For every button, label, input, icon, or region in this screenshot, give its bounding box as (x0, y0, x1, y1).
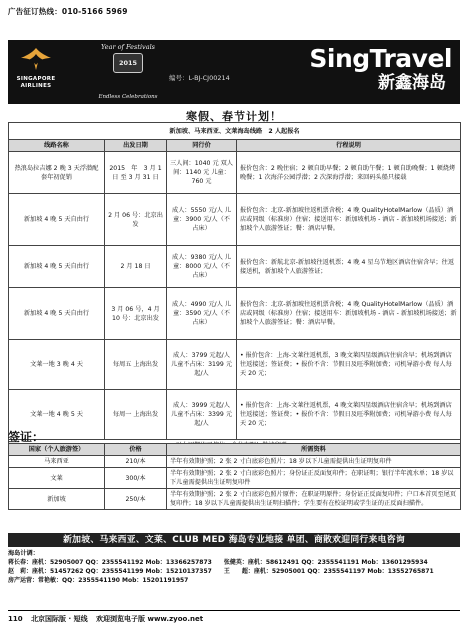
route-date: 每周五 上海出发 (105, 340, 167, 390)
table-row (9, 390, 461, 440)
route-date: 每周一 上海出发 (105, 390, 167, 440)
column-header-country: 国家（个人旅游签） (9, 444, 105, 456)
festival-year-badge: 2015 (113, 53, 143, 73)
route-desc: 报价包含：北京-新加坡往返机票含税；4 晚 QualityHotelMarlow（品质）酒店或同级（标准房）住宿；接送用车：新加坡机场 - 酒店 - 新加坡机场接送；新加坡个人旅游签证；餐：酒店早餐。 (237, 194, 461, 246)
visa-country: 马来西亚 (9, 456, 105, 468)
routes-table-heading-row (9, 123, 461, 140)
route-price: 成人：4990 元/人 儿童：3590 元/人（不占床） (167, 288, 237, 340)
contacts-label: 海岛计调： (8, 550, 39, 557)
route-price: 成人：3799 元起/人 儿童不占床：3199 元起/人 (167, 340, 237, 390)
visa-price: 250/本 (105, 489, 167, 510)
singtravel-logo (252, 46, 452, 100)
page-footer (8, 610, 460, 624)
permit-number: 编号：L-BJ-CJ00214 (169, 74, 230, 82)
table-row (9, 456, 461, 468)
header-banner (8, 40, 460, 104)
visa-country: 新加坡 (9, 489, 105, 510)
ad-hotline: 广告征订热线：010-5166 5969 (8, 7, 128, 16)
routes-table (8, 122, 461, 452)
page-title: 寒假、春节计划！ (186, 110, 282, 123)
route-name: 新加坡 4 晚 5 天自由行 (9, 194, 105, 246)
column-header-price: 同行价 (167, 140, 237, 152)
route-date: 2 月 18 日 (105, 246, 167, 288)
column-header-itinerary: 行程说明 (237, 140, 461, 152)
publication-name: 北京国际版 · 短线 (31, 615, 88, 623)
route-name: 新加坡 4 晚 5 天自由行 (9, 288, 105, 340)
festival-heading: Year of Festivals (101, 43, 155, 51)
column-header-visa-price: 价格 (105, 444, 167, 456)
route-name: 新加坡 4 晚 5 天自由行 (9, 246, 105, 288)
contact-line: 房产运营：常艳敏：QQ：2355541190 Mob：15201191957 (8, 577, 189, 584)
table-row (9, 194, 461, 246)
route-price: 成人：3999 元起/人 儿童不占床：3399 元起/人 (167, 390, 237, 440)
route-name: 文莱一地 3 晚 4 天 (9, 340, 105, 390)
routes-table-heading: 新加坡、马来西亚、文莱海岛线路 2 人起报名 (9, 123, 461, 140)
table-row (9, 246, 461, 288)
festival-tagline: Endless Celebrations (98, 94, 158, 100)
visa-column-headers (9, 444, 461, 456)
table-row (9, 288, 461, 340)
year-of-festivals-logo (92, 43, 164, 101)
brand-name-en: SingTravel (309, 44, 452, 73)
column-header-requirements: 所需资料 (167, 444, 461, 456)
contacts-block (8, 549, 460, 585)
route-name: 热浪岛拉吉娜 2 晚 3 天浮潜配套年初促销 (9, 152, 105, 194)
route-price: 成人：9380 元/人 儿童：8000 元/人（不占床） (167, 246, 237, 288)
singapore-airlines-logo (14, 46, 58, 98)
visa-requirements: 半年有效期护照；2 张 2 寸白底彩色照片；18 岁以下儿童需提供出生证明复印件 (167, 456, 461, 468)
promo-banner: 新加坡、马来西亚、文莱、CLUB MED 海岛专业地接 单团、商散欢迎同行来电咨询 (8, 533, 460, 547)
column-header-date: 出发日期 (105, 140, 167, 152)
airline-name: SINGAPORE AIRLINES (16, 76, 56, 89)
visa-section-title: 签证： (8, 430, 45, 444)
route-date: 3 月 06 号，4 月 10 号：北京出发 (105, 288, 167, 340)
table-row (9, 468, 461, 489)
column-header-route: 线路名称 (9, 140, 105, 152)
route-desc: 报价包含：北京-新加坡往返机票含税；4 晚 QualityHotelMarlow（品质）酒店或同级（标准房）住宿；接送用车：新加坡机场 - 酒店 - 新加坡机场接送；新加坡个人旅游签证；餐：酒店早餐。 (237, 288, 461, 340)
visa-requirements: 半年有效期护照；2 张 2 寸白底彩色照片原件；在职证明原件；身份证正反面复印件；户口本首页至尾页复印件；18 岁以下儿童需提供出生证明扫描件；学生要有在校证明或学生证的正反面扫描件。 (167, 489, 461, 510)
brand-name-cn: 新鑫海岛 (378, 73, 446, 93)
footer-tagline: 欢迎浏览电子版 www.zyoo.net (96, 615, 204, 623)
visa-country: 文莱 (9, 468, 105, 489)
route-price: 三人间：1040 元 双人间：1140 元 儿童：760 元 (167, 152, 237, 194)
route-name: 文莱一地 4 晚 5 天 (9, 390, 105, 440)
kris-bird-icon (19, 46, 53, 72)
visa-table (8, 443, 461, 510)
routes-column-headers (9, 140, 461, 152)
visa-requirements: 半年有效期护照；2 张 2 寸白底彩色照片；身份证正反面复印件；在职证明；银行半年流水单；18 岁以下儿童需提供出生证明复印件 (167, 468, 461, 489)
visa-price: 210/本 (105, 456, 167, 468)
page-number: 110 (8, 615, 23, 623)
route-date: 2 月 06 号：北京出发 (105, 194, 167, 246)
route-desc: 报价包含：新航北京-新加坡往返机票；4 晚 4 星乌节地区酒店住宿含早；往返接送机，新加坡个人旅游签证； (237, 246, 461, 288)
visa-price: 300/本 (105, 468, 167, 489)
contact-line: 蒋长春：座机：52905007 QQ：2355541192 Mob：13366257873 张健英：座机：58612491 QQ：2355541191 Mob：13601295934 (8, 559, 428, 566)
table-row (9, 152, 461, 194)
table-row (9, 489, 461, 510)
route-date: 2015 年 3 月 1 日 至 3 月 31 日 (105, 152, 167, 194)
route-desc: 报价包含：2 晚住宿；2 顿自助早餐；2 顿自助午餐；1 顿自助晚餐；1 顿烧烤晚餐；1 次海洋公园浮潜；2 次深海浮潜；来回码头船只接载 (237, 152, 461, 194)
route-desc: • 报价包含：上海-文莱往返机票，4 晚文莱四星级酒店住宿含早；机场到酒店往返接送；签证费；• 报价不含：节假日及旺季附加费；司机导游小费 每人每天 20 元； (237, 390, 461, 440)
contact-line: 赵 莉：座机：51457262 QQ：2355541199 Mob：15210137357 王 超：座机：52905001 QQ：2355541197 Mob：13552765871 (8, 568, 434, 575)
table-row (9, 340, 461, 390)
route-price: 成人：5550 元/人 儿童：3900 元/人（不占床） (167, 194, 237, 246)
route-desc: • 报价包含：上海-文莱往返机票，3 晚文莱四星级酒店住宿含早；机场到酒店往返接送；签证费；• 报价不含：节假日及旺季附加费；司机导游小费 每人每天 20 元； (237, 340, 461, 390)
